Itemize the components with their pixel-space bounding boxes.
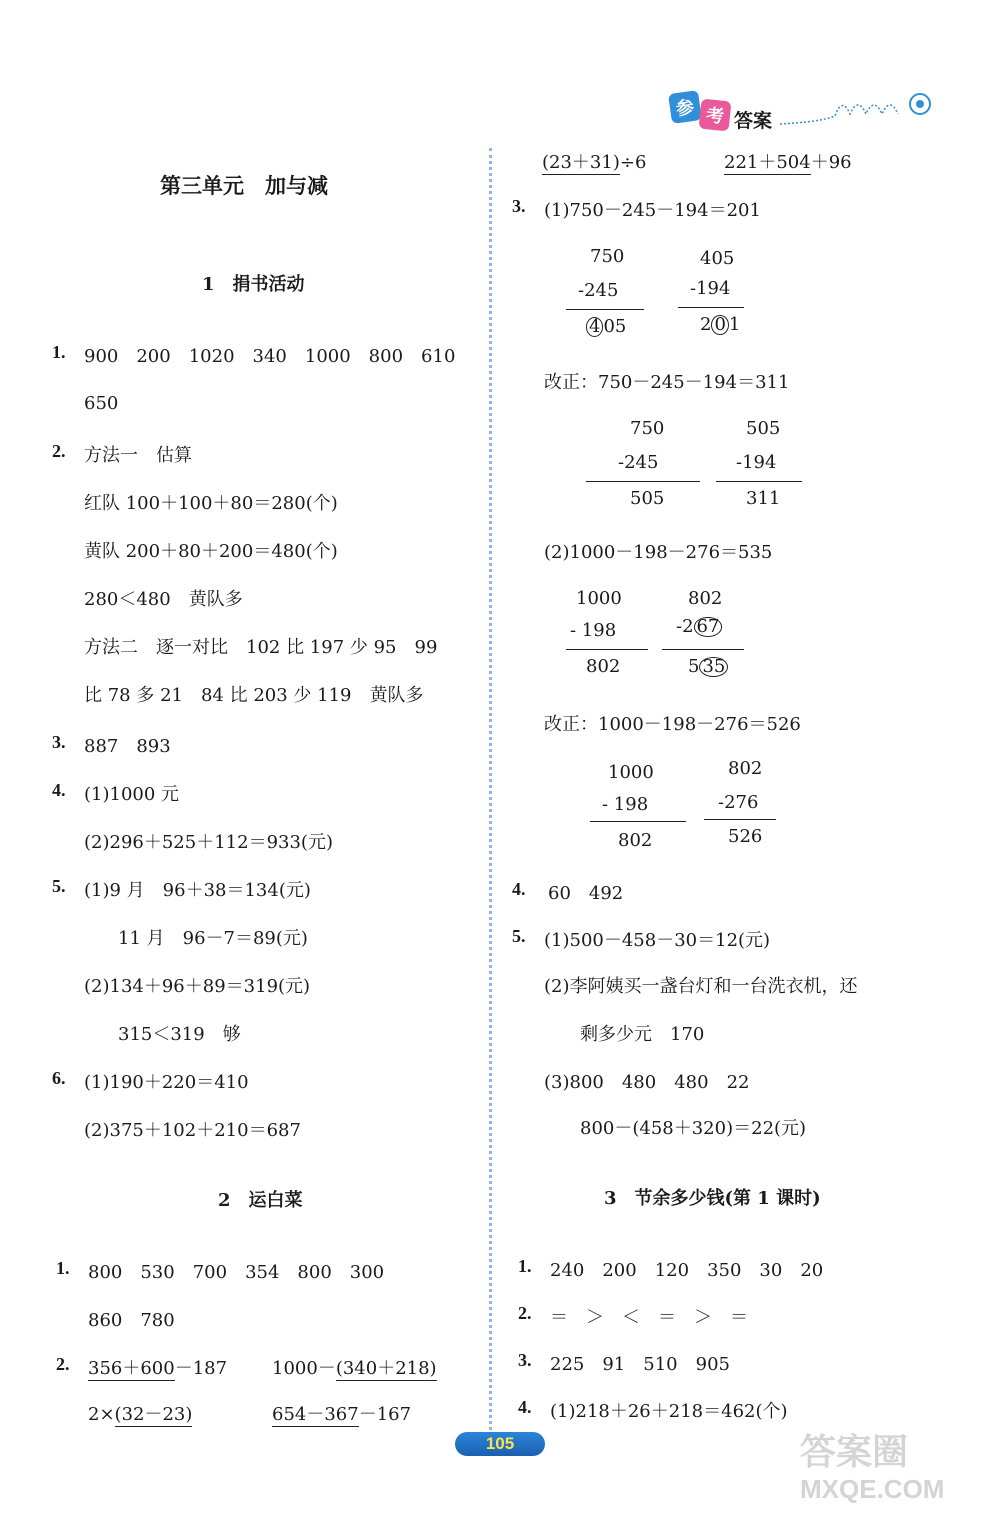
v1-mid: -245 — [578, 280, 619, 301]
r2-b-pre: 1000－ — [272, 1358, 336, 1379]
q2-method1: 方法一 估算 — [84, 445, 192, 466]
rq4-label: 4. — [512, 879, 526, 899]
r2-expr-c — [88, 1400, 192, 1426]
v6-result-circled: 35 — [699, 657, 728, 677]
rq5-part3b: 800－(458＋320)＝22(元) — [580, 1118, 807, 1139]
q2-method2-cont: 比 78 多 21 84 比 203 少 119 黄队多 — [84, 685, 424, 706]
watermark-bottom: MXQE.COM — [800, 1474, 945, 1504]
rtop-b-underlined: 221＋504 — [724, 152, 811, 173]
v2-result-b: 1 — [728, 314, 741, 335]
section-2-title: 2 运白菜 — [218, 1190, 303, 1211]
q1-line1: 900 200 1020 340 1000 800 610 — [84, 346, 456, 367]
p4-label: 4. — [518, 1397, 532, 1417]
v1-result-rest: 05 — [603, 316, 627, 337]
q2-method2: 方法二 逐一对比 102 比 197 少 95 99 — [84, 637, 438, 658]
r2-c-underlined: (32－23) — [114, 1404, 193, 1425]
r1-line2: 860 780 — [88, 1310, 175, 1331]
v1-circled: 4 — [586, 317, 603, 337]
q1-label: 1. — [52, 342, 66, 362]
v7-top: 1000 — [608, 762, 654, 783]
rq5-part2b: 剩多少元 170 — [580, 1024, 705, 1045]
r2-expr-d — [272, 1400, 411, 1426]
r2-a-rest: －187 — [174, 1358, 228, 1379]
v3-line — [586, 481, 700, 482]
rtop-expr-b — [724, 148, 852, 174]
rq3-part2: (2)1000－198－276＝535 — [544, 542, 773, 563]
v8-line — [704, 819, 776, 820]
r2-d-rest: －167 — [358, 1404, 412, 1425]
header-badge-can: 参 — [668, 90, 702, 124]
v4-top: 505 — [746, 418, 781, 439]
v7-mid: - 198 — [602, 794, 649, 815]
v2-result — [700, 314, 740, 335]
q4-part1: (1)1000 元 — [84, 784, 180, 805]
rq4-answer: 60 492 — [548, 883, 624, 904]
v2-line — [678, 307, 744, 308]
rq5-part1: (1)500－458－30＝12(元) — [544, 930, 771, 951]
rq5-label: 5. — [512, 926, 526, 946]
v6-mid-a: -2 — [676, 616, 694, 637]
v1-top: 750 — [590, 246, 625, 267]
r2-b-underlined: (340＋218) — [335, 1358, 437, 1379]
r2-label: 2. — [56, 1354, 70, 1374]
page-number: 105 — [455, 1432, 545, 1456]
q6-part2: (2)375＋102＋210＝687 — [84, 1120, 301, 1141]
p3-label: 3. — [518, 1350, 532, 1370]
q5-label: 5. — [52, 876, 66, 896]
v2-circled: 0 — [711, 315, 728, 335]
v6-mid-circled: 67 — [694, 617, 723, 637]
fix2: 改正：1000－198－276＝526 — [544, 714, 801, 735]
v6-result-a: 5 — [688, 656, 700, 677]
section-1-title: 1 捐书活动 — [202, 274, 305, 295]
q4-part2: (2)296＋525＋112＝933(元) — [84, 832, 333, 853]
v5-top: 1000 — [576, 588, 622, 609]
v4-result: 311 — [746, 488, 781, 509]
v8-top: 802 — [728, 758, 763, 779]
v8-result: 526 — [728, 826, 763, 847]
rtop-a-underlined: (23＋31) — [542, 152, 620, 173]
v6-top: 802 — [688, 588, 723, 609]
p2-label: 2. — [518, 1303, 532, 1323]
q1-line2: 650 — [84, 393, 119, 414]
q2-compare: 280＜480 黄队多 — [84, 589, 243, 610]
header-answer-label: 答案 — [734, 110, 773, 132]
p1-answer: 240 200 120 350 30 20 — [550, 1260, 824, 1281]
v3-top: 750 — [630, 418, 665, 439]
rtop-b-rest: ＋96 — [810, 152, 852, 173]
v3-mid: -245 — [618, 452, 659, 473]
v5-line — [566, 649, 648, 650]
rq5-part2: (2)李阿姨买一盏台灯和一台洗衣机，还 — [544, 976, 858, 997]
v7-line — [590, 821, 686, 822]
p3-answer: 225 91 510 905 — [550, 1354, 730, 1375]
r1-line1: 800 530 700 354 800 300 — [88, 1262, 385, 1283]
r2-a-underlined: 356＋600 — [88, 1358, 175, 1379]
q6-part1: (1)190＋220＝410 — [84, 1072, 249, 1093]
header-badge-kao: 考 — [699, 99, 732, 132]
q2-red: 红队 100＋100＋80＝280(个) — [84, 493, 338, 514]
p4-answer: (1)218＋26＋218＝462(个) — [550, 1401, 788, 1422]
unit-title: 第三单元 加与减 — [160, 173, 328, 198]
r2-expr-b — [272, 1354, 437, 1380]
section-3-title: 3 节余多少钱(第 1 课时) — [604, 1188, 821, 1209]
v5-mid: - 198 — [570, 620, 617, 641]
p2-answer: ＝ ＞ ＜ ＝ ＞ ＝ — [550, 1307, 748, 1328]
v7-result: 802 — [618, 830, 653, 851]
v1-line — [566, 309, 644, 310]
v8-mid: -276 — [718, 792, 759, 813]
q2-label: 2. — [52, 441, 66, 461]
fix1: 改正：750－245－194＝311 — [544, 372, 790, 393]
v1-result — [586, 316, 626, 337]
q6-label: 6. — [52, 1068, 66, 1088]
v3-result: 505 — [630, 488, 665, 509]
v2-result-a: 2 — [700, 314, 712, 335]
q2-yellow: 黄队 200＋80＋200＝480(个) — [84, 541, 338, 562]
v2-top: 405 — [700, 248, 735, 269]
header-decoration — [780, 86, 940, 130]
rq3-label: 3. — [512, 196, 526, 216]
column-divider — [489, 148, 492, 1448]
q5-part1b: 11 月 96－7＝89(元) — [118, 928, 308, 949]
v6-result — [688, 656, 728, 677]
r1-label: 1. — [56, 1258, 70, 1278]
q5-part2b: 315＜319 够 — [118, 1024, 241, 1045]
q4-label: 4. — [52, 780, 66, 800]
q5-part2: (2)134＋96＋89＝319(元) — [84, 976, 311, 997]
v4-line — [716, 481, 802, 482]
r2-expr-a — [88, 1354, 227, 1380]
r2-c-pre: 2× — [88, 1404, 115, 1425]
rq5-part3: (3)800 480 480 22 — [544, 1072, 750, 1093]
q5-part1: (1)9 月 96＋38＝134(元) — [84, 880, 311, 901]
watermark-top: 答案圈 — [800, 1431, 909, 1472]
q3-label: 3. — [52, 732, 66, 752]
r2-d-underlined: 654－367 — [272, 1404, 359, 1425]
q3-answer: 887 893 — [84, 736, 171, 757]
v4-mid: -194 — [736, 452, 777, 473]
v6-line — [662, 649, 744, 650]
v5-result: 802 — [586, 656, 621, 677]
p1-label: 1. — [518, 1256, 532, 1276]
rtop-a-rest: ÷6 — [619, 152, 647, 173]
rtop-expr-a — [542, 148, 646, 174]
rq3-part1: (1)750－245－194＝201 — [544, 200, 761, 221]
v6-mid — [676, 616, 722, 637]
v2-mid: -194 — [690, 278, 731, 299]
